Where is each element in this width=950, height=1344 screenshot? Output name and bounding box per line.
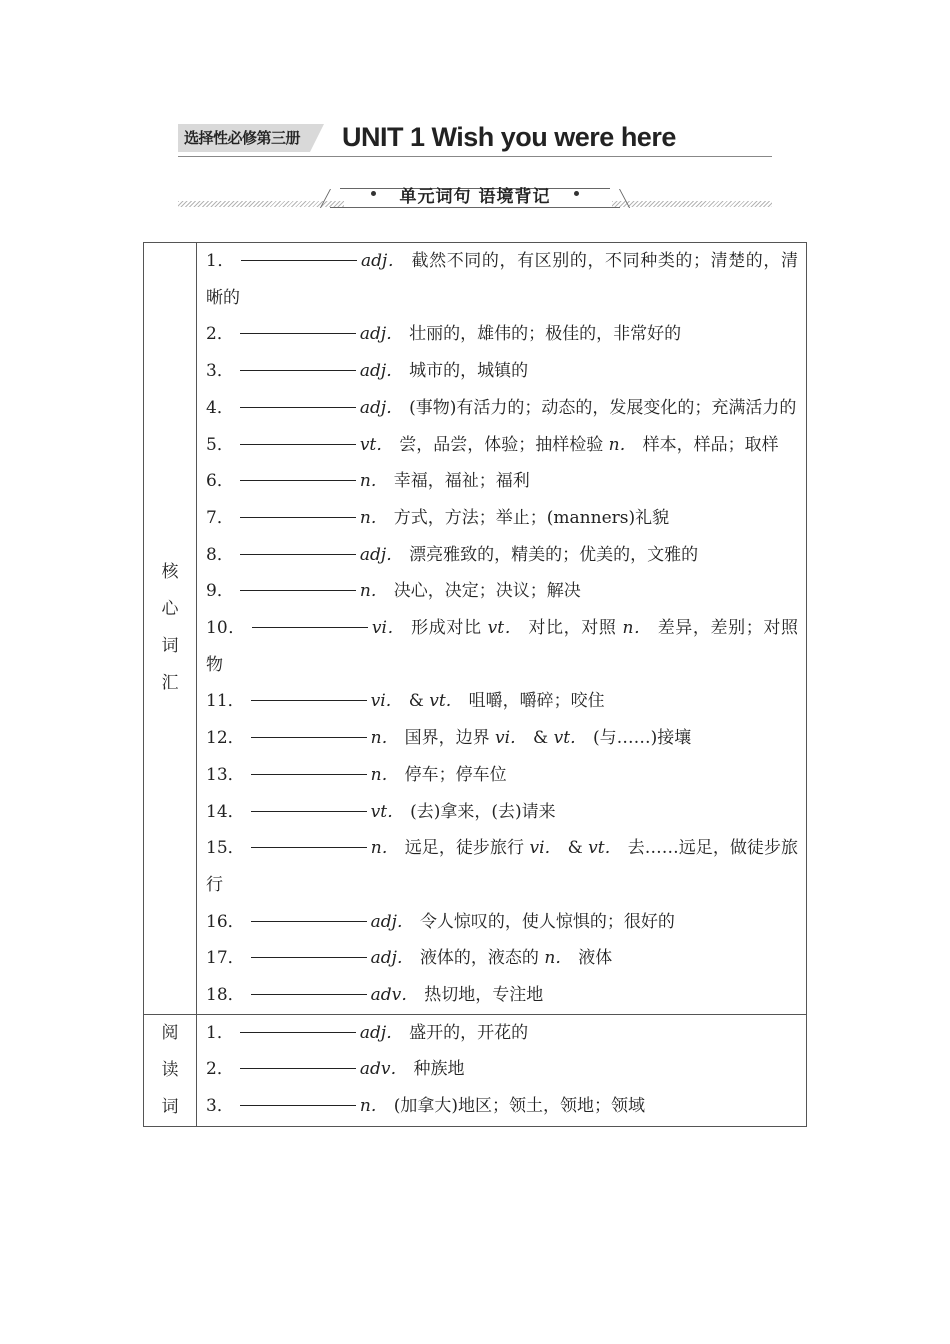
category-cell	[144, 1014, 197, 1126]
vocab-entry	[206, 610, 798, 683]
vocab-entry	[206, 720, 798, 757]
definition-text: 截然不同的，有区别的，不同种类的；清楚的，清晰的	[206, 251, 798, 308]
definition-text: 咀嚼，嚼碎；咬住	[468, 691, 605, 712]
entries-cell	[197, 243, 807, 1015]
part-of-speech: vt．	[588, 838, 622, 859]
vocab-entry	[206, 243, 798, 316]
part-of-speech: adj．	[370, 948, 414, 969]
vocab-entry	[206, 537, 798, 574]
entry-number: 5．	[206, 434, 234, 455]
answer-blank[interactable]	[240, 332, 356, 334]
definition-text: 远足，徒步旅行	[404, 838, 530, 859]
answer-blank[interactable]	[251, 736, 367, 738]
definition-text: 盛开的，开花的	[409, 1022, 529, 1043]
definition-text: (与……)接壤	[593, 728, 692, 749]
vocab-entry	[206, 573, 798, 610]
category-char: 心	[161, 599, 179, 620]
definition-text: 决心，决定；决议；解决	[393, 581, 581, 602]
answer-blank[interactable]	[252, 626, 368, 628]
part-of-speech: n．	[622, 618, 652, 639]
part-of-speech: vi．	[529, 838, 562, 859]
entry-number: 6．	[206, 471, 234, 492]
answer-blank[interactable]	[240, 406, 356, 408]
part-of-speech: adj．	[361, 251, 406, 271]
vocab-entry	[206, 1088, 798, 1125]
book-tag: 选择性必修第三册	[178, 124, 310, 152]
vocab-entry	[206, 463, 798, 500]
part-of-speech: vt．	[553, 728, 588, 749]
category-char: 阅	[161, 1022, 179, 1043]
answer-blank[interactable]	[251, 699, 367, 701]
definition-text: 种族地	[413, 1059, 465, 1080]
definition-text: &	[567, 838, 589, 859]
vocab-entry	[206, 977, 798, 1014]
part-of-speech: vt．	[370, 801, 405, 822]
part-of-speech: adj．	[359, 1022, 404, 1043]
entry-number: 8．	[206, 544, 234, 565]
answer-blank[interactable]	[251, 773, 367, 775]
part-of-speech: adj．	[370, 911, 414, 932]
entry-number: 1．	[206, 251, 236, 271]
part-of-speech: adv．	[370, 985, 419, 1006]
definition-text: 停车；停车位	[404, 764, 507, 785]
part-of-speech: adj．	[359, 324, 404, 345]
part-of-speech: n．	[608, 434, 637, 455]
definition-text: 对比，对照	[528, 618, 623, 639]
definition-text: 漂亮雅致的，精美的；优美的，文雅的	[409, 544, 699, 565]
vocab-entry	[206, 427, 798, 464]
entry-number: 2．	[206, 324, 234, 345]
definition-text: (去)拿来，(去)请来	[410, 801, 556, 822]
definition-text: 液体	[578, 948, 613, 969]
definition-text: &	[533, 728, 554, 749]
definition-text: 壮丽的，雄伟的；极佳的，非常好的	[409, 324, 682, 345]
definition-text: 差异，差别；对照物	[206, 618, 799, 675]
entry-number: 15．	[206, 838, 245, 859]
part-of-speech: n．	[544, 948, 573, 969]
definition-text: (加拿大)地区；领土，领地；领域	[393, 1096, 646, 1117]
answer-blank[interactable]	[240, 479, 356, 481]
vocab-entry	[206, 1051, 798, 1088]
banner-baseline	[330, 207, 620, 208]
part-of-speech: n．	[359, 1096, 388, 1117]
answer-blank[interactable]	[241, 259, 357, 261]
vocab-entry	[206, 353, 798, 390]
category-char: 词	[161, 1096, 179, 1117]
vocab-entry	[206, 683, 798, 720]
part-of-speech: n．	[359, 471, 388, 492]
answer-blank[interactable]	[251, 810, 367, 812]
part-of-speech: adj．	[359, 544, 404, 565]
entry-number: 3．	[206, 361, 234, 382]
definition-text: 方式，方法；举止；(manners)礼貌	[393, 507, 670, 528]
entry-number: 16．	[206, 911, 245, 932]
entry-number: 9．	[206, 581, 234, 602]
category-char: 核	[161, 562, 179, 583]
answer-blank[interactable]	[240, 1031, 356, 1033]
definition-text: 城市的，城镇的	[409, 361, 529, 382]
part-of-speech: adj．	[359, 361, 404, 382]
answer-blank[interactable]	[240, 516, 356, 518]
entry-number: 2．	[206, 1059, 234, 1080]
vocab-entry	[206, 794, 798, 831]
part-of-speech: vt．	[487, 618, 523, 639]
category-char: 词	[161, 636, 179, 657]
entry-number: 4．	[206, 397, 234, 418]
part-of-speech: vt．	[429, 691, 463, 712]
vocab-entry	[206, 1015, 798, 1052]
vocab-entry	[206, 830, 798, 903]
part-of-speech: adj．	[359, 397, 404, 418]
answer-blank[interactable]	[251, 920, 367, 922]
answer-blank[interactable]	[240, 1104, 356, 1106]
header-divider	[178, 156, 772, 157]
vocab-entry	[206, 904, 798, 941]
table-row	[144, 243, 807, 1015]
vocab-entry	[206, 500, 798, 537]
vocab-entry	[206, 757, 798, 794]
answer-blank[interactable]	[240, 443, 356, 445]
entry-number: 1．	[206, 1022, 234, 1043]
vocab-entry	[206, 316, 798, 353]
entry-number: 18．	[206, 985, 245, 1006]
entry-number: 10．	[206, 618, 246, 639]
unit-title: UNIT 1 Wish you were here	[342, 122, 676, 152]
category-char: 汇	[161, 673, 179, 694]
category-char: 读	[161, 1059, 179, 1080]
definition-text: (事物)有活力的；动态的，发展变化的；充满活力的	[409, 397, 797, 418]
part-of-speech: n．	[359, 507, 388, 528]
part-of-speech: n．	[370, 728, 399, 749]
page-header	[178, 124, 772, 158]
part-of-speech: n．	[370, 764, 399, 785]
vocabulary-table	[143, 242, 807, 1127]
entry-number: 11．	[206, 691, 245, 712]
entry-number: 17．	[206, 948, 245, 969]
definition-text: 液体的，液态的	[419, 948, 545, 969]
part-of-speech: vi．	[495, 728, 528, 749]
category-cell	[144, 243, 197, 1015]
vocab-entry	[206, 390, 798, 427]
answer-blank[interactable]	[251, 993, 367, 995]
entry-number: 13．	[206, 764, 245, 785]
definition-text: 尝，品尝，体验；抽样检验	[399, 434, 609, 455]
section-banner	[178, 180, 772, 210]
answer-blank[interactable]	[240, 589, 356, 591]
answer-blank[interactable]	[251, 846, 367, 848]
entry-number: 14．	[206, 801, 245, 822]
answer-blank[interactable]	[240, 1067, 356, 1069]
definition-text: 幸福，福祉；福利	[393, 471, 530, 492]
vocab-entry	[206, 940, 798, 977]
part-of-speech: n．	[359, 581, 388, 602]
answer-blank[interactable]	[251, 956, 367, 958]
entry-number: 12．	[206, 728, 245, 749]
definition-text: &	[408, 691, 430, 712]
definition-text: 令人惊叹的，使人惊惧的；很好的	[419, 911, 675, 932]
answer-blank[interactable]	[240, 369, 356, 371]
answer-blank[interactable]	[240, 553, 356, 555]
section-title: 单元词句 语境背记	[399, 187, 551, 207]
entry-number: 3．	[206, 1096, 234, 1117]
definition-text: 样本，样品；取样	[642, 434, 779, 455]
entry-number: 7．	[206, 507, 234, 528]
definition-text: 国界，边界	[404, 728, 495, 749]
entries-cell	[197, 1014, 807, 1126]
part-of-speech: vt．	[359, 434, 394, 455]
definition-text: 去……远足，做徒步旅行	[206, 838, 798, 895]
part-of-speech: vi．	[370, 691, 403, 712]
table-row	[144, 1014, 807, 1126]
definition-text: 热切地，专注地	[424, 985, 544, 1006]
part-of-speech: vi．	[371, 618, 406, 639]
part-of-speech: n．	[370, 838, 399, 859]
part-of-speech: adv．	[359, 1059, 408, 1080]
definition-text: 形成对比	[411, 618, 488, 639]
